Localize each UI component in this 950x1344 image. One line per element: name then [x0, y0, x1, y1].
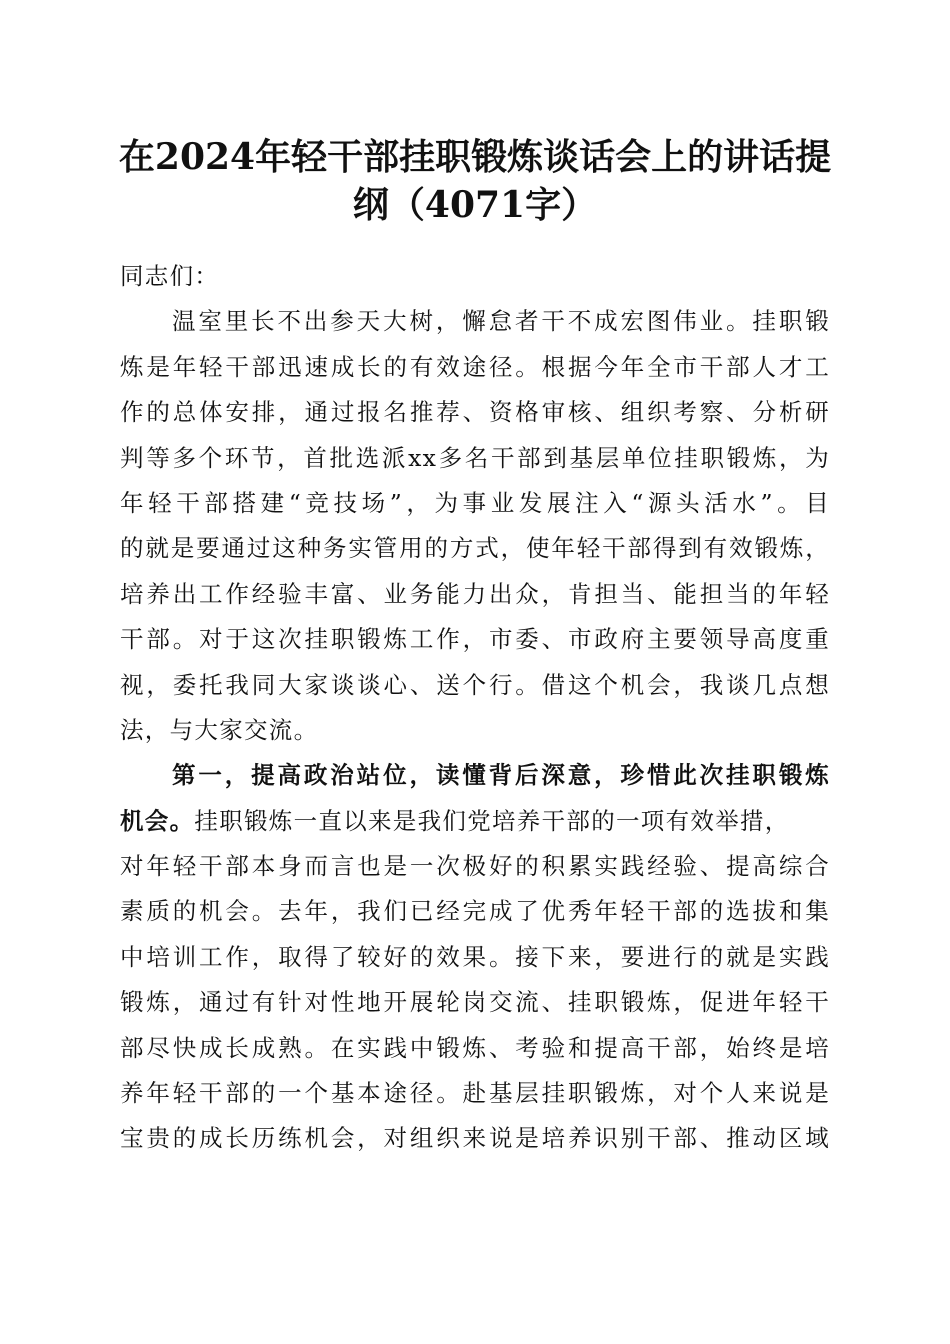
para1-line-8: 干部。对于这次挂职锻炼工作，市委、市政府主要领导高度重 [120, 625, 830, 654]
para1-line-9: 视，委托我同大家谈谈心、送个行。借这个机会，我谈几点想 [120, 670, 830, 699]
para2-line-4: 素质的机会。去年，我们已经完成了优秀年轻干部的选拔和集 [120, 897, 830, 926]
para1-line-7: 培养出工作经验丰富、业务能力出众，肯担当、能担当的年轻 [120, 579, 830, 608]
para2-line-2 [120, 799, 830, 844]
para2-line-3: 对年轻干部本身而言也是一次极好的积累实践经验、提高综合 [120, 852, 830, 881]
para2-line-5: 中培训工作，取得了较好的效果。接下来，要进行的就是实践 [120, 942, 830, 971]
para1-line-1: 温室里长不出参天大树，懈怠者干不成宏图伟业。挂职锻 [172, 307, 830, 336]
para2-line-8: 养年轻干部的一个基本途径。赴基层挂职锻炼，对个人来说是 [120, 1079, 830, 1108]
title-line-2: 纲（4071字） [352, 184, 598, 226]
salutation: 同志们： [120, 262, 220, 290]
document-title [118, 133, 832, 229]
para1-line-5: 年轻干部搭建“竞技场”，为事业发展注入“源头活水”。目 [120, 488, 830, 517]
para2-line-6: 锻炼，通过有针对性地开展轮岗交流、挂职锻炼，促进年轻干 [120, 988, 830, 1017]
para2-line-2-rest: 挂职锻炼一直以来是我们党培养干部的一项有效举措， [194, 806, 790, 835]
para1-line-3: 作的总体安排，通过报名推荐、资格审核、组织考察、分析研 [120, 398, 830, 427]
para2-line-9: 宝贵的成长历练机会，对组织来说是培养识别干部、推动区域 [120, 1124, 830, 1153]
para2-heading-tail: 机会。 [120, 806, 195, 835]
document-body [120, 254, 830, 1162]
para2-heading-line-1: 第一，提高政治站位，读懂背后深意，珍惜此次挂职锻炼 [172, 761, 830, 790]
para1-line-4: 判等多个环节，首批选派xx多名干部到基层单位挂职锻炼，为 [120, 443, 830, 472]
title-line-1: 在2024年轻干部挂职锻炼谈话会上的讲话提 [118, 136, 832, 178]
para1-line-10: 法，与大家交流。 [120, 715, 319, 744]
para1-line-2: 炼是年轻干部迅速成长的有效途径。根据今年全市干部人才工 [120, 352, 830, 381]
para2-line-7: 部尽快成长成熟。在实践中锻炼、考验和提高干部，始终是培 [120, 1033, 830, 1062]
para1-line-6: 的就是要通过这种务实管用的方式，使年轻干部得到有效锻炼， [120, 534, 830, 563]
